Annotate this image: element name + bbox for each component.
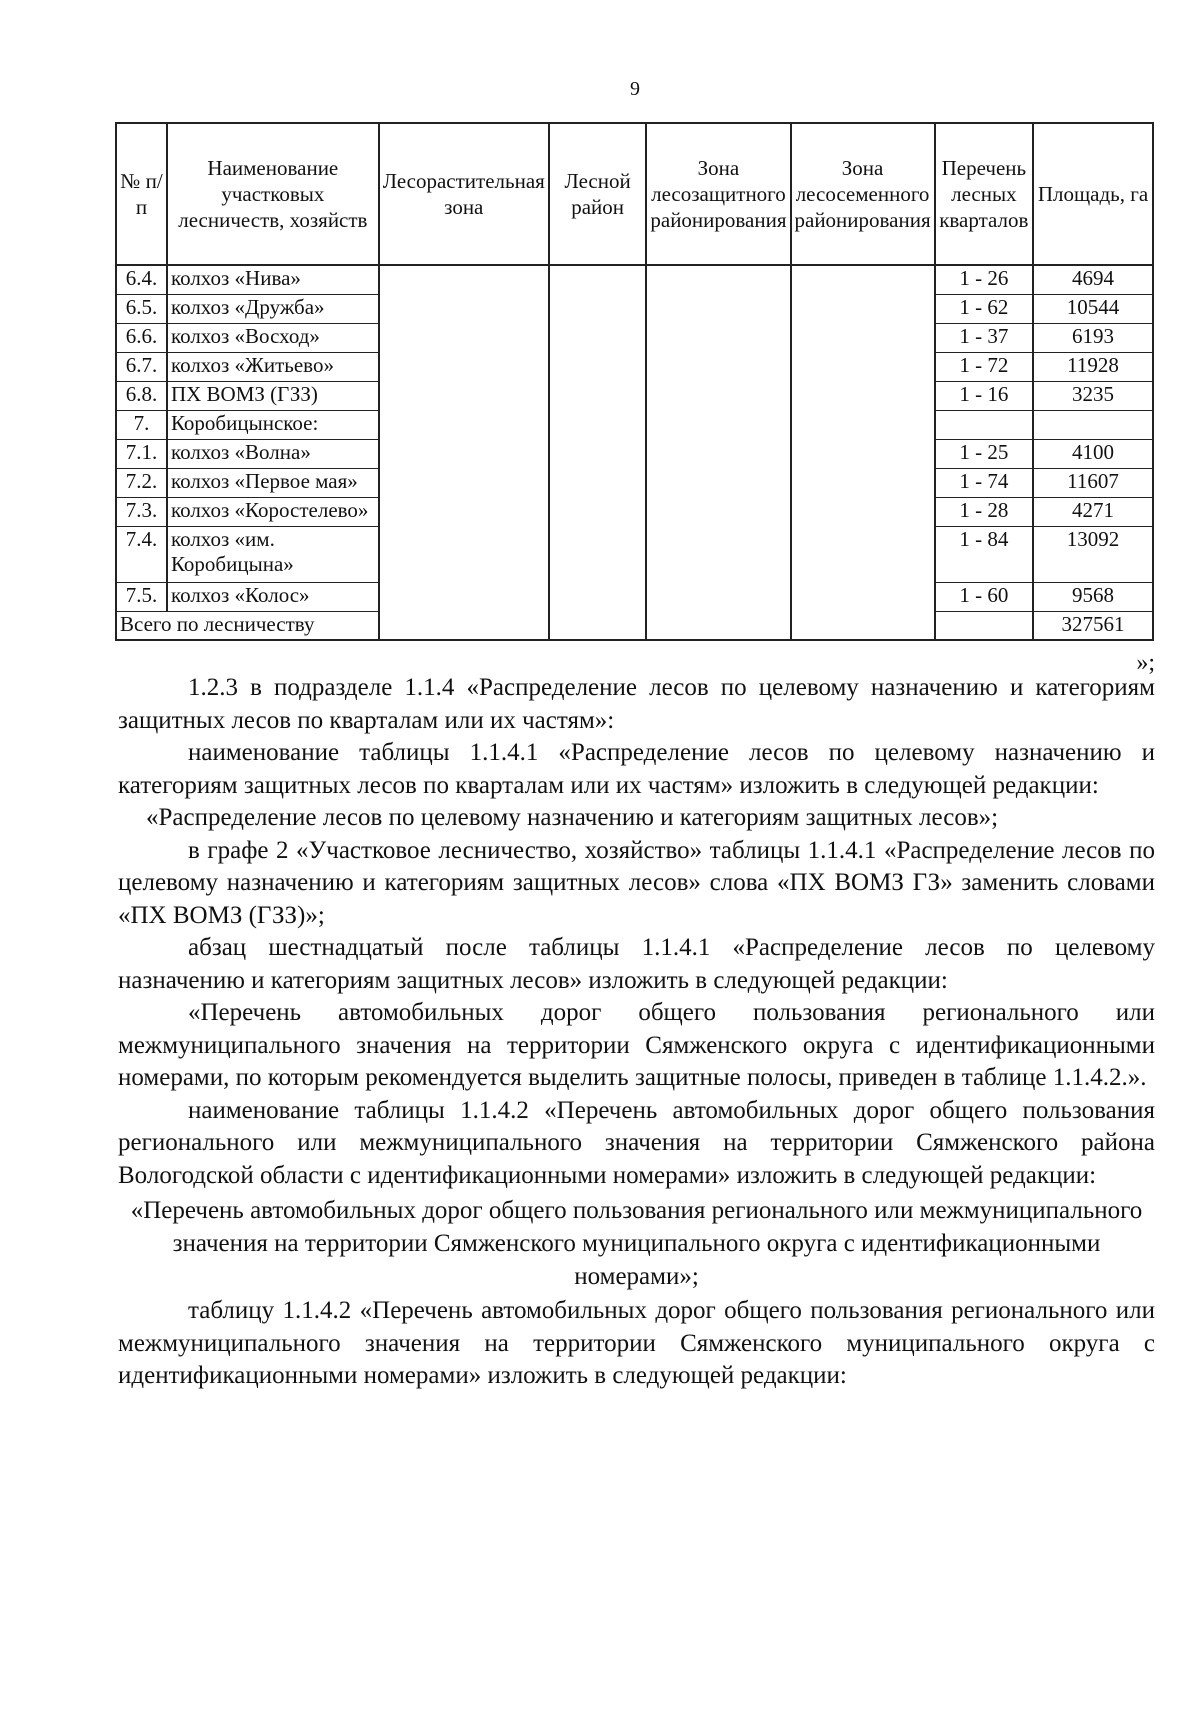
row-quarters: 1 - 60 [935, 582, 1033, 611]
row-quarters: 1 - 26 [935, 265, 1033, 294]
row-area: 9568 [1033, 582, 1153, 611]
row-area: 11928 [1033, 352, 1153, 381]
row-name: колхоз «Колос» [167, 582, 379, 611]
closing-quote: »; [1136, 650, 1155, 676]
row-area [1033, 410, 1153, 439]
seed-zone-cell [791, 265, 935, 640]
row-area: 11607 [1033, 468, 1153, 497]
quoted-title: «Перечень автомобильных дорог общего пользования регионального или межмуниципального значения на территории Сямженского муниципального округа с идентификационными номерами»; [130, 1197, 1143, 1290]
header-growth-zone: Лесорастительная зона [379, 123, 549, 265]
paragraph: «Перечень автомобильных дорог общего пользования регионального или межмуниципального значения на территории Сямженского округа с идентификационными номерами, по которым рекомендуется выделить защитные полосы, приведен в таблице 1.1.4.2.». [118, 999, 1155, 1091]
row-num: 7. [116, 410, 167, 439]
row-area: 4694 [1033, 265, 1153, 294]
row-area: 3235 [1033, 381, 1153, 410]
row-quarters: 1 - 74 [935, 468, 1033, 497]
header-name: Наименование участковых лесничеств, хозяйств [167, 123, 379, 265]
row-name: колхоз «Восход» [167, 323, 379, 352]
row-name: Коробицынское: [167, 410, 379, 439]
page-number: 9 [630, 78, 640, 100]
header-forest-region: Лесной район [549, 123, 647, 265]
header-quarters: Перечень лесных кварталов [935, 123, 1033, 265]
header-seed-zone: Зона лесосеменного районирования [791, 123, 935, 265]
row-area: 4100 [1033, 439, 1153, 468]
row-quarters: 1 - 37 [935, 323, 1033, 352]
total-label: Всего по лесничеству [116, 611, 379, 640]
forest-district-table [115, 122, 1154, 641]
row-num: 7.5. [116, 582, 167, 611]
row-name: колхоз «им. Коробицына» [167, 526, 379, 582]
row-quarters: 1 - 28 [935, 497, 1033, 526]
row-name: колхоз «Волна» [167, 439, 379, 468]
row-quarters: 1 - 62 [935, 294, 1033, 323]
row-num: 6.7. [116, 352, 167, 381]
row-quarters: 1 - 25 [935, 439, 1033, 468]
paragraph: «Распределение лесов по целевому назначению и категориям защитных лесов»; [146, 804, 999, 831]
paragraph: 1.2.3 в подразделе 1.1.4 «Распределение лесов по целевому назначению и категориям защитных лесов по кварталам или их частям»: [118, 674, 1155, 734]
paragraph: абзац шестнадцатый после таблицы 1.1.4.1 «Распределение лесов по целевому назначению и категориям защитных лесов» изложить в следующей редакции: [118, 934, 1155, 994]
paragraph: наименование таблицы 1.1.4.2 «Перечень автомобильных дорог общего пользования регионального или межмуниципального значения на территории Сямженского района Вологодской области с идентификационными номерами» изложить в следующей редакции: [118, 1096, 1155, 1189]
row-num: 6.8. [116, 381, 167, 410]
row-num: 7.4. [116, 526, 167, 582]
row-quarters: 1 - 72 [935, 352, 1033, 381]
row-quarters [935, 410, 1033, 439]
table-row [116, 265, 1153, 294]
row-num: 6.5. [116, 294, 167, 323]
row-num: 6.6. [116, 323, 167, 352]
row-name: колхоз «Первое мая» [167, 468, 379, 497]
row-name: колхоз «Коростелево» [167, 497, 379, 526]
paragraph: таблицу 1.1.4.2 «Перечень автомобильных дорог общего пользования регионального или межмуниципального значения на территории Сямженского муниципального округа с идентификационными номерами» изложить в следующей редакции: [118, 1297, 1155, 1389]
header-protection-zone: Зона лесозащитного районирования [646, 123, 790, 265]
paragraph: в графе 2 «Участковое лесничество, хозяйство» таблицы 1.1.4.1 «Распределение лесов по целевому назначению и категориям защитных лесов» слова «ПХ ВОМЗ ГЗ» заменить словами «ПХ ВОМЗ (ГЗЗ)»; [118, 836, 1155, 929]
row-num: 7.2. [116, 468, 167, 497]
total-quarters [935, 611, 1033, 640]
header-area: Площадь, га [1033, 123, 1153, 265]
header-num: № п/п [116, 123, 167, 265]
protection-zone-cell [646, 265, 790, 640]
row-name: ПХ ВОМЗ (ГЗЗ) [167, 381, 379, 410]
row-num: 6.4. [116, 265, 167, 294]
row-area: 4271 [1033, 497, 1153, 526]
paragraph: наименование таблицы 1.1.4.1 «Распределение лесов по целевому назначению и категориям защитных лесов по кварталам или их частям» изложить в следующей редакции: [118, 739, 1155, 799]
table-header-row [116, 123, 1153, 265]
row-name: колхоз «Нива» [167, 265, 379, 294]
row-name: колхоз «Житьево» [167, 352, 379, 381]
row-area: 10544 [1033, 294, 1153, 323]
row-name: колхоз «Дружба» [167, 294, 379, 323]
row-num: 7.3. [116, 497, 167, 526]
forest-region-cell [549, 265, 647, 640]
total-area: 327561 [1033, 611, 1153, 640]
row-area: 13092 [1033, 526, 1153, 582]
row-area: 6193 [1033, 323, 1153, 352]
row-quarters: 1 - 84 [935, 526, 1033, 582]
growth-zone-cell [379, 265, 549, 640]
row-num: 7.1. [116, 439, 167, 468]
document-body [118, 672, 1155, 1393]
row-quarters: 1 - 16 [935, 381, 1033, 410]
